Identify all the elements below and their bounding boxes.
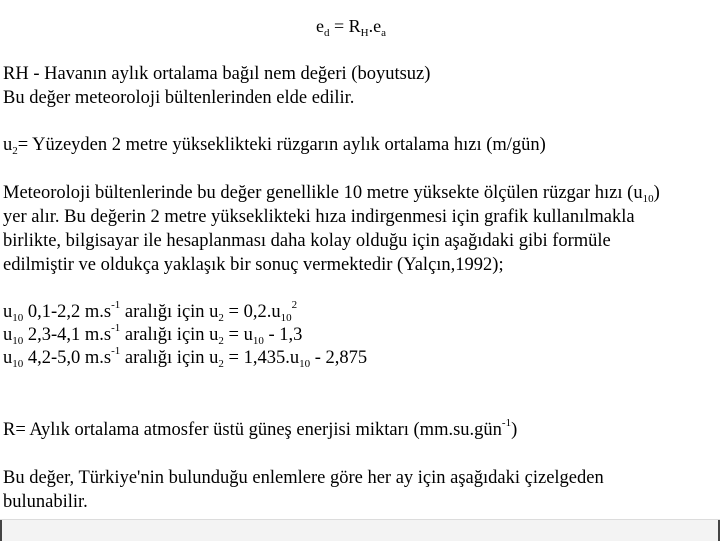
range-2-range: 2,3-4,1 m.s xyxy=(23,325,112,345)
rh-source: Bu değer meteoroloji bültenlerinden elde edilir. xyxy=(3,88,355,108)
range-row-1 xyxy=(3,300,297,324)
range-2-u: u xyxy=(3,325,13,345)
eq-a-sub: a xyxy=(381,27,387,39)
meteo-line-1-text: Meteoroloji bültenlerinde bu değer genellikle 10 metre yüksekte ölçülen rüzgar hızı (u xyxy=(3,183,643,203)
range-3-eq-sub: 10 xyxy=(299,358,311,370)
range-2-u-sub: 10 xyxy=(12,335,24,347)
eq-r-sub: H xyxy=(360,27,369,39)
range-1-eq-sup: 2 xyxy=(291,299,298,311)
meteo-line-1-close: ) xyxy=(653,183,660,203)
closing-line-2: bulunabilir. xyxy=(3,492,88,512)
range-2-mid: aralığı için u xyxy=(120,325,219,345)
range-1-u: u xyxy=(3,302,13,322)
u2-text: = Yüzeyden 2 metre yükseklikteki rüzgarın aylık ortalama hızı (m/gün) xyxy=(17,135,546,155)
u2-definition xyxy=(3,133,546,157)
r-exp: -1 xyxy=(501,417,512,429)
range-1-mid-sub: 2 xyxy=(218,312,224,324)
closing-line-1: Bu değer, Türkiye'nin bulunduğu enlemlere göre her ay için aşağıdaki çizelgeden xyxy=(3,468,604,488)
meteo-line-4: edilmiştir ve oldukça yaklaşık bir sonuç vermektedir (Yalçın,1992); xyxy=(3,255,504,275)
range-3-mid: aralığı için u xyxy=(120,348,219,368)
range-2-exp: -1 xyxy=(111,322,121,334)
r-definition xyxy=(3,418,517,442)
eq-lhs-sub: d xyxy=(324,27,330,39)
range-3-u-sub: 10 xyxy=(12,358,24,370)
range-3-tail: - 2,875 xyxy=(310,348,368,368)
meteo-line-1 xyxy=(3,181,660,205)
range-1-eq: = 0,2.u xyxy=(223,302,281,322)
range-1-exp: -1 xyxy=(111,299,121,311)
range-3-range: 4,2-5,0 m.s xyxy=(23,348,112,368)
range-3-mid-sub: 2 xyxy=(218,358,224,370)
r-text: R= Aylık ortalama atmosfer üstü güneş enerjisi miktarı (mm.su.gün xyxy=(3,420,502,440)
range-row-3 xyxy=(3,346,367,370)
u2-symbol: u xyxy=(3,135,13,155)
range-3-eq: = 1,435.u xyxy=(223,348,300,368)
range-1-mid: aralığı için u xyxy=(120,302,219,322)
eq-rest: .e xyxy=(368,16,382,36)
range-3-exp: -1 xyxy=(111,345,121,357)
range-3-u: u xyxy=(3,348,13,368)
range-row-2 xyxy=(3,323,302,347)
meteo-line-2: yer alır. Bu değerin 2 metre yükseklikteki hıza indirgenmesi için grafik kullanılmakla xyxy=(3,207,635,227)
bottom-scroll-area[interactable] xyxy=(0,519,720,541)
rh-definition: RH - Havanın aylık ortalama bağıl nem değeri (boyutsuz) xyxy=(3,64,431,84)
eq-lhs: e xyxy=(316,16,324,36)
range-2-mid-sub: 2 xyxy=(218,335,224,347)
range-1-u-sub: 10 xyxy=(12,312,24,324)
range-1-range: 0,1-2,2 m.s xyxy=(23,302,112,322)
meteo-line-3: birlikte, bilgisayar ile hesaplanması daha kolay olduğu için aşağıdaki gibi formüle xyxy=(3,231,611,251)
range-2-eq: = u xyxy=(223,325,253,345)
range-2-eq-sub: 10 xyxy=(252,335,264,347)
bottom-left-edge xyxy=(0,520,2,541)
equation-ed xyxy=(316,14,386,38)
eq-mid: = R xyxy=(329,16,361,36)
range-2-tail: - 1,3 xyxy=(263,325,303,345)
r-close: ) xyxy=(511,420,518,440)
u2-symbol-sub: 2 xyxy=(12,145,18,157)
meteo-line-1-sub: 10 xyxy=(642,193,654,205)
range-1-eq-sub: 10 xyxy=(280,312,292,324)
